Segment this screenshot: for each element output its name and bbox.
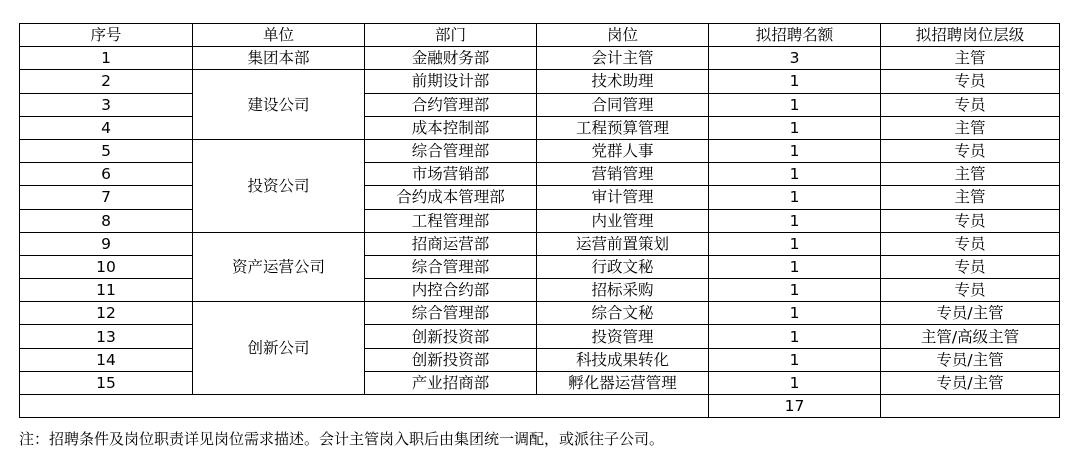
cell-quota: 1 <box>709 163 881 186</box>
table-row <box>20 186 1060 209</box>
cell-dept: 前期设计部 <box>365 70 537 93</box>
cell-post: 综合文秘 <box>537 302 709 325</box>
cell-quota: 1 <box>709 279 881 302</box>
cell-level: 专员 <box>881 279 1060 302</box>
cell-quota: 1 <box>709 348 881 371</box>
header-cell-dept: 部门 <box>365 24 537 47</box>
cell-unit: 创新公司 <box>193 302 365 395</box>
header-cell-level: 拟招聘岗位层级 <box>881 24 1060 47</box>
cell-level: 主管 <box>881 186 1060 209</box>
cell-dept: 成本控制部 <box>365 116 537 139</box>
total-quota-cell: 17 <box>709 395 881 418</box>
cell-unit: 投资公司 <box>193 139 365 232</box>
cell-post: 会计主管 <box>537 47 709 70</box>
cell-no: 14 <box>20 348 193 371</box>
cell-post: 审计管理 <box>537 186 709 209</box>
table-row <box>20 70 1060 93</box>
cell-no: 9 <box>20 232 193 255</box>
cell-level: 专员 <box>881 255 1060 278</box>
cell-level: 专员 <box>881 93 1060 116</box>
cell-dept: 合约管理部 <box>365 93 537 116</box>
table-row <box>20 163 1060 186</box>
cell-quota: 3 <box>709 47 881 70</box>
cell-dept: 金融财务部 <box>365 47 537 70</box>
cell-quota: 1 <box>709 325 881 348</box>
cell-no: 15 <box>20 371 193 394</box>
total-label-cell <box>20 395 709 418</box>
cell-level: 专员/主管 <box>881 348 1060 371</box>
cell-post: 内业管理 <box>537 209 709 232</box>
header-cell-no: 序号 <box>20 24 193 47</box>
table-row <box>20 232 1060 255</box>
cell-dept: 创新投资部 <box>365 325 537 348</box>
cell-no: 13 <box>20 325 193 348</box>
cell-dept: 综合管理部 <box>365 139 537 162</box>
cell-dept: 工程管理部 <box>365 209 537 232</box>
cell-quota: 1 <box>709 70 881 93</box>
cell-no: 3 <box>20 93 193 116</box>
table-header-row <box>20 24 1060 47</box>
footnote: 注：招聘条件及岗位职责详见岗位需求描述。会计主管岗入职后由集团统一调配，或派往子公司。 <box>19 430 665 448</box>
cell-no: 11 <box>20 279 193 302</box>
cell-unit: 集团本部 <box>193 47 365 70</box>
cell-post: 投资管理 <box>537 325 709 348</box>
total-level-cell <box>881 395 1060 418</box>
cell-level: 主管 <box>881 163 1060 186</box>
table-row <box>20 302 1060 325</box>
cell-no: 2 <box>20 70 193 93</box>
cell-no: 4 <box>20 116 193 139</box>
cell-level: 主管 <box>881 116 1060 139</box>
cell-quota: 1 <box>709 232 881 255</box>
table-row <box>20 209 1060 232</box>
table-row <box>20 325 1060 348</box>
cell-post: 营销管理 <box>537 163 709 186</box>
cell-dept: 招商运营部 <box>365 232 537 255</box>
cell-quota: 1 <box>709 255 881 278</box>
cell-level: 专员 <box>881 70 1060 93</box>
cell-level: 主管 <box>881 47 1060 70</box>
cell-dept: 内控合约部 <box>365 279 537 302</box>
total-row <box>20 395 1060 418</box>
table-row <box>20 348 1060 371</box>
header-cell-post: 岗位 <box>537 24 709 47</box>
cell-post: 合同管理 <box>537 93 709 116</box>
cell-no: 1 <box>20 47 193 70</box>
cell-no: 5 <box>20 139 193 162</box>
table-row <box>20 255 1060 278</box>
cell-post: 招标采购 <box>537 279 709 302</box>
table-row <box>20 279 1060 302</box>
cell-quota: 1 <box>709 371 881 394</box>
cell-post: 孵化器运营管理 <box>537 371 709 394</box>
cell-no: 12 <box>20 302 193 325</box>
cell-quota: 1 <box>709 209 881 232</box>
cell-no: 10 <box>20 255 193 278</box>
recruitment-table <box>19 23 1060 418</box>
cell-post: 行政文秘 <box>537 255 709 278</box>
cell-no: 7 <box>20 186 193 209</box>
cell-quota: 1 <box>709 302 881 325</box>
cell-post: 科技成果转化 <box>537 348 709 371</box>
table-row <box>20 93 1060 116</box>
cell-level: 专员 <box>881 209 1060 232</box>
cell-quota: 1 <box>709 93 881 116</box>
cell-post: 技术助理 <box>537 70 709 93</box>
cell-dept: 创新投资部 <box>365 348 537 371</box>
cell-level: 专员/主管 <box>881 371 1060 394</box>
cell-no: 6 <box>20 163 193 186</box>
cell-post: 党群人事 <box>537 139 709 162</box>
cell-dept: 综合管理部 <box>365 255 537 278</box>
table-row <box>20 139 1060 162</box>
cell-quota: 1 <box>709 186 881 209</box>
cell-post: 工程预算管理 <box>537 116 709 139</box>
table-row <box>20 371 1060 394</box>
cell-unit: 建设公司 <box>193 70 365 140</box>
cell-level: 专员/主管 <box>881 302 1060 325</box>
header-cell-unit: 单位 <box>193 24 365 47</box>
cell-dept: 综合管理部 <box>365 302 537 325</box>
cell-quota: 1 <box>709 116 881 139</box>
table-row <box>20 116 1060 139</box>
header-cell-quota: 拟招聘名额 <box>709 24 881 47</box>
cell-level: 主管/高级主管 <box>881 325 1060 348</box>
cell-no: 8 <box>20 209 193 232</box>
cell-level: 专员 <box>881 139 1060 162</box>
cell-quota: 1 <box>709 139 881 162</box>
cell-dept: 产业招商部 <box>365 371 537 394</box>
cell-dept: 市场营销部 <box>365 163 537 186</box>
cell-unit: 资产运营公司 <box>193 232 365 302</box>
cell-dept: 合约成本管理部 <box>365 186 537 209</box>
cell-level: 专员 <box>881 232 1060 255</box>
table-row <box>20 47 1060 70</box>
cell-post: 运营前置策划 <box>537 232 709 255</box>
